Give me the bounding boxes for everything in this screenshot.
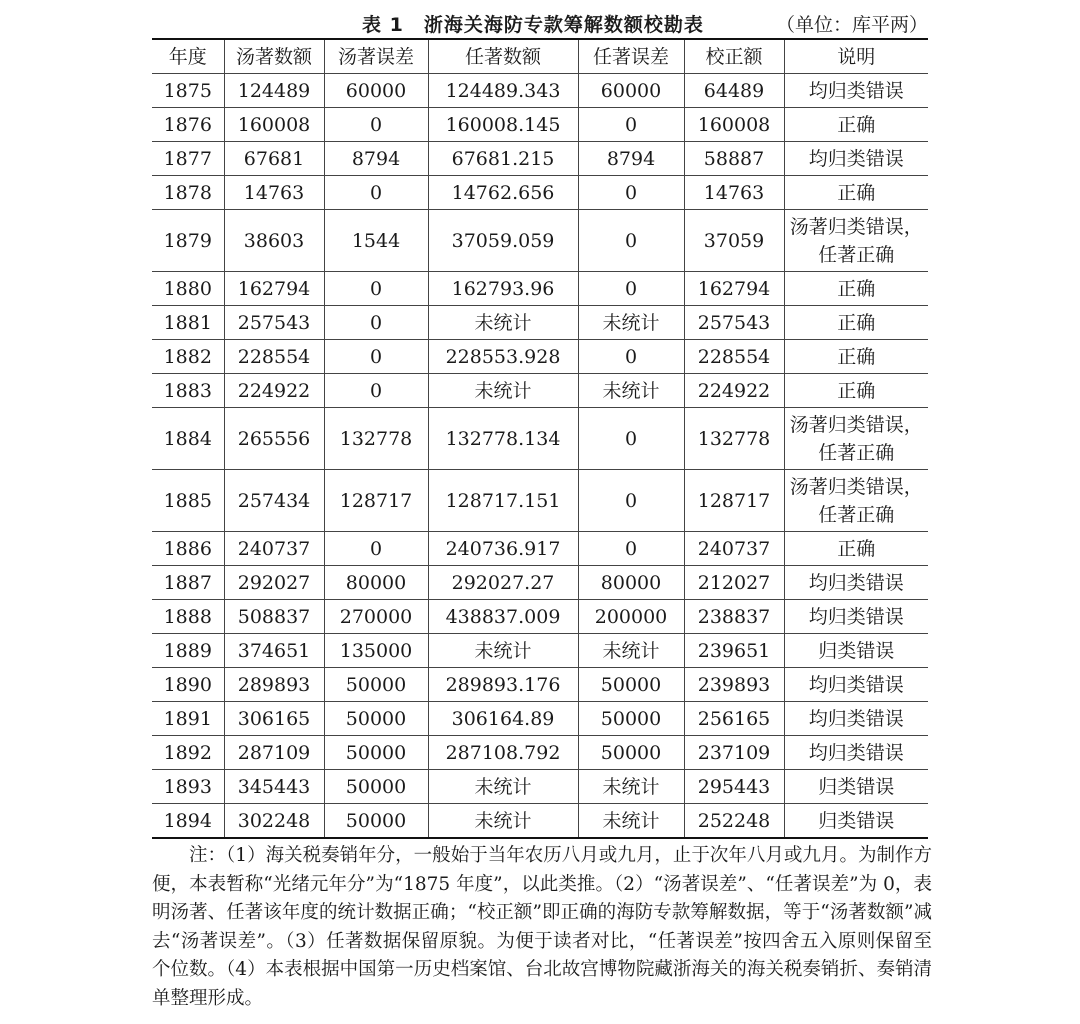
table-cell: 224922 — [684, 374, 784, 408]
table-cell: 未统计 — [428, 306, 578, 340]
table-cell: 160008 — [224, 108, 324, 142]
table-cell: 0 — [578, 470, 684, 532]
table-cell: 1884 — [152, 408, 224, 470]
table-row — [152, 600, 928, 634]
table-cell: 未统计 — [428, 804, 578, 839]
table-cell: 160008 — [684, 108, 784, 142]
table-cell: 50000 — [324, 736, 428, 770]
table-cell: 0 — [324, 108, 428, 142]
table-cell: 1891 — [152, 702, 224, 736]
table-cell: 未统计 — [428, 374, 578, 408]
table-cell: 未统计 — [428, 634, 578, 668]
table-cell: 224922 — [224, 374, 324, 408]
table-row — [152, 702, 928, 736]
table-cell: 均归类错误 — [784, 600, 928, 634]
table-row — [152, 340, 928, 374]
table-cell: 162794 — [684, 272, 784, 306]
table-cell: 未统计 — [578, 634, 684, 668]
table-cell: 50000 — [578, 702, 684, 736]
table-cell: 212027 — [684, 566, 784, 600]
table-cell: 257543 — [684, 306, 784, 340]
table-row — [152, 374, 928, 408]
table-cell: 1893 — [152, 770, 224, 804]
table-cell: 汤著归类错误，任著正确 — [784, 470, 928, 532]
table-cell: 64489 — [684, 74, 784, 108]
table-cell: 240736.917 — [428, 532, 578, 566]
table-cell: 67681.215 — [428, 142, 578, 176]
table-cell: 240737 — [684, 532, 784, 566]
table-cell: 1880 — [152, 272, 224, 306]
table-cell: 1890 — [152, 668, 224, 702]
table-cell: 0 — [578, 108, 684, 142]
table-cell: 1877 — [152, 142, 224, 176]
table-cell: 228554 — [684, 340, 784, 374]
table-cell: 均归类错误 — [784, 736, 928, 770]
table-cell: 306164.89 — [428, 702, 578, 736]
table-cell: 8794 — [578, 142, 684, 176]
table-cell: 正确 — [784, 374, 928, 408]
table-cell: 292027.27 — [428, 566, 578, 600]
table-row — [152, 272, 928, 306]
table-cell: 302248 — [224, 804, 324, 839]
table-cell: 14763 — [224, 176, 324, 210]
table-cell: 67681 — [224, 142, 324, 176]
table-row — [152, 306, 928, 340]
table-cell: 1878 — [152, 176, 224, 210]
header-cell: 任著数额 — [428, 39, 578, 74]
table-cell: 256165 — [684, 702, 784, 736]
table-cell: 1882 — [152, 340, 224, 374]
table-cell: 均归类错误 — [784, 142, 928, 176]
table-cell: 289893 — [224, 668, 324, 702]
table-cell: 287108.792 — [428, 736, 578, 770]
table-cell: 306165 — [224, 702, 324, 736]
table-cell: 228554 — [224, 340, 324, 374]
table-cell: 38603 — [224, 210, 324, 272]
table-cell: 1885 — [152, 470, 224, 532]
table-cell: 归类错误 — [784, 804, 928, 839]
table-cell: 257434 — [224, 470, 324, 532]
table-cell: 128717 — [324, 470, 428, 532]
table-cell: 37059 — [684, 210, 784, 272]
table-cell: 1888 — [152, 600, 224, 634]
table-cell: 0 — [324, 532, 428, 566]
table-cell: 0 — [578, 272, 684, 306]
table-cell: 0 — [324, 374, 428, 408]
table-cell: 270000 — [324, 600, 428, 634]
table-cell: 124489.343 — [428, 74, 578, 108]
table-cell: 128717.151 — [428, 470, 578, 532]
table-row — [152, 176, 928, 210]
header-cell: 年度 — [152, 39, 224, 74]
table-cell: 0 — [324, 176, 428, 210]
table-cell: 1886 — [152, 532, 224, 566]
table-row — [152, 770, 928, 804]
table-cell: 正确 — [784, 176, 928, 210]
table-cell: 240737 — [224, 532, 324, 566]
table-cell: 124489 — [224, 74, 324, 108]
table-cell: 295443 — [684, 770, 784, 804]
table-cell: 162794 — [224, 272, 324, 306]
table-cell: 未统计 — [578, 374, 684, 408]
table-row — [152, 408, 928, 470]
table-cell: 1544 — [324, 210, 428, 272]
table-row — [152, 108, 928, 142]
table-cell: 238837 — [684, 600, 784, 634]
table-cell: 128717 — [684, 470, 784, 532]
table-row — [152, 532, 928, 566]
table-cell: 60000 — [578, 74, 684, 108]
table-row — [152, 74, 928, 108]
table-cell: 1875 — [152, 74, 224, 108]
header-row — [152, 39, 928, 74]
table-cell: 均归类错误 — [784, 566, 928, 600]
table-cell: 0 — [578, 532, 684, 566]
table-cell: 归类错误 — [784, 634, 928, 668]
table-row — [152, 566, 928, 600]
table-title: 表 1 浙海关海防专款筹解数额校勘表 — [362, 14, 704, 36]
table-cell: 1892 — [152, 736, 224, 770]
table-cell: 1889 — [152, 634, 224, 668]
table-cell: 均归类错误 — [784, 702, 928, 736]
table-cell: 均归类错误 — [784, 668, 928, 702]
table-cell: 135000 — [324, 634, 428, 668]
header-cell: 任著误差 — [578, 39, 684, 74]
header-cell: 说明 — [784, 39, 928, 74]
table-cell: 50000 — [324, 668, 428, 702]
table-cell: 50000 — [578, 668, 684, 702]
table-cell: 0 — [324, 340, 428, 374]
table-cell: 0 — [324, 272, 428, 306]
table-caption — [152, 6, 928, 38]
table-cell: 0 — [578, 340, 684, 374]
unit-label: （单位：库平两） — [775, 14, 928, 36]
table-cell: 80000 — [578, 566, 684, 600]
table-cell: 162793.96 — [428, 272, 578, 306]
table-row — [152, 736, 928, 770]
table-body — [152, 74, 928, 839]
table-cell: 508837 — [224, 600, 324, 634]
table-cell: 132778 — [324, 408, 428, 470]
table-cell: 0 — [324, 306, 428, 340]
table-cell: 正确 — [784, 272, 928, 306]
table-cell: 50000 — [578, 736, 684, 770]
table-cell: 160008.145 — [428, 108, 578, 142]
table-cell: 8794 — [324, 142, 428, 176]
table-cell: 1887 — [152, 566, 224, 600]
table-cell: 200000 — [578, 600, 684, 634]
table-cell: 60000 — [324, 74, 428, 108]
table-cell: 292027 — [224, 566, 324, 600]
table-row — [152, 470, 928, 532]
table-cell: 0 — [578, 176, 684, 210]
table-cell: 均归类错误 — [784, 74, 928, 108]
table-cell: 汤著归类错误，任著正确 — [784, 408, 928, 470]
table-row — [152, 142, 928, 176]
table-cell: 0 — [578, 408, 684, 470]
table-cell: 289893.176 — [428, 668, 578, 702]
table-cell: 1894 — [152, 804, 224, 839]
table-cell: 228553.928 — [428, 340, 578, 374]
table-note: 注：（1）海关税奏销年分，一般始于当年农历八月或九月，止于次年八月或九月。为制作方便，本表暂称“光绪元年分”为“1875 年度”，以此类推。（2）“汤著误差”、“任著误差”为 0，表明汤著、任著该年度的统计数据正确；“校正额”即正确的海防专款筹解数据，等于“汤著数额”减去“汤著误差”。（3）任著数据保留原貌。为便于读者对比，“任著误差”按四舍五入原则保留至个位数。（4）本表根据中国第一历史档案馆、台北故宫博物院藏浙海关的海关税奏销折、奏销清单整理形成。 — [152, 845, 932, 1009]
table-cell: 归类错误 — [784, 770, 928, 804]
table-row — [152, 634, 928, 668]
table-cell: 438837.009 — [428, 600, 578, 634]
table-cell: 345443 — [224, 770, 324, 804]
table-cell: 237109 — [684, 736, 784, 770]
table-cell: 正确 — [784, 306, 928, 340]
table-cell: 265556 — [224, 408, 324, 470]
table-cell: 0 — [578, 210, 684, 272]
table-cell: 14763 — [684, 176, 784, 210]
table-cell: 287109 — [224, 736, 324, 770]
table-cell: 1883 — [152, 374, 224, 408]
table-row — [152, 210, 928, 272]
table-cell: 未统计 — [578, 804, 684, 839]
header-cell: 校正额 — [684, 39, 784, 74]
table-cell: 1881 — [152, 306, 224, 340]
table-cell: 未统计 — [428, 770, 578, 804]
table-cell: 257543 — [224, 306, 324, 340]
table-cell: 50000 — [324, 804, 428, 839]
table-cell: 14762.656 — [428, 176, 578, 210]
table-cell: 未统计 — [578, 770, 684, 804]
table-row — [152, 668, 928, 702]
table-cell: 37059.059 — [428, 210, 578, 272]
table-cell: 未统计 — [578, 306, 684, 340]
table-cell: 50000 — [324, 770, 428, 804]
table-cell: 80000 — [324, 566, 428, 600]
table-cell: 50000 — [324, 702, 428, 736]
header-cell: 汤著数额 — [224, 39, 324, 74]
table-cell: 239651 — [684, 634, 784, 668]
table-cell: 正确 — [784, 340, 928, 374]
header-cell: 汤著误差 — [324, 39, 428, 74]
table-cell: 252248 — [684, 804, 784, 839]
table-cell: 正确 — [784, 532, 928, 566]
table-cell: 132778 — [684, 408, 784, 470]
table-cell: 58887 — [684, 142, 784, 176]
table-row — [152, 804, 928, 839]
data-table — [152, 38, 928, 839]
table-cell: 1879 — [152, 210, 224, 272]
table-cell: 239893 — [684, 668, 784, 702]
table-cell: 汤著归类错误，任著正确 — [784, 210, 928, 272]
table-cell: 1876 — [152, 108, 224, 142]
table-cell: 374651 — [224, 634, 324, 668]
table-cell: 132778.134 — [428, 408, 578, 470]
table-cell: 正确 — [784, 108, 928, 142]
